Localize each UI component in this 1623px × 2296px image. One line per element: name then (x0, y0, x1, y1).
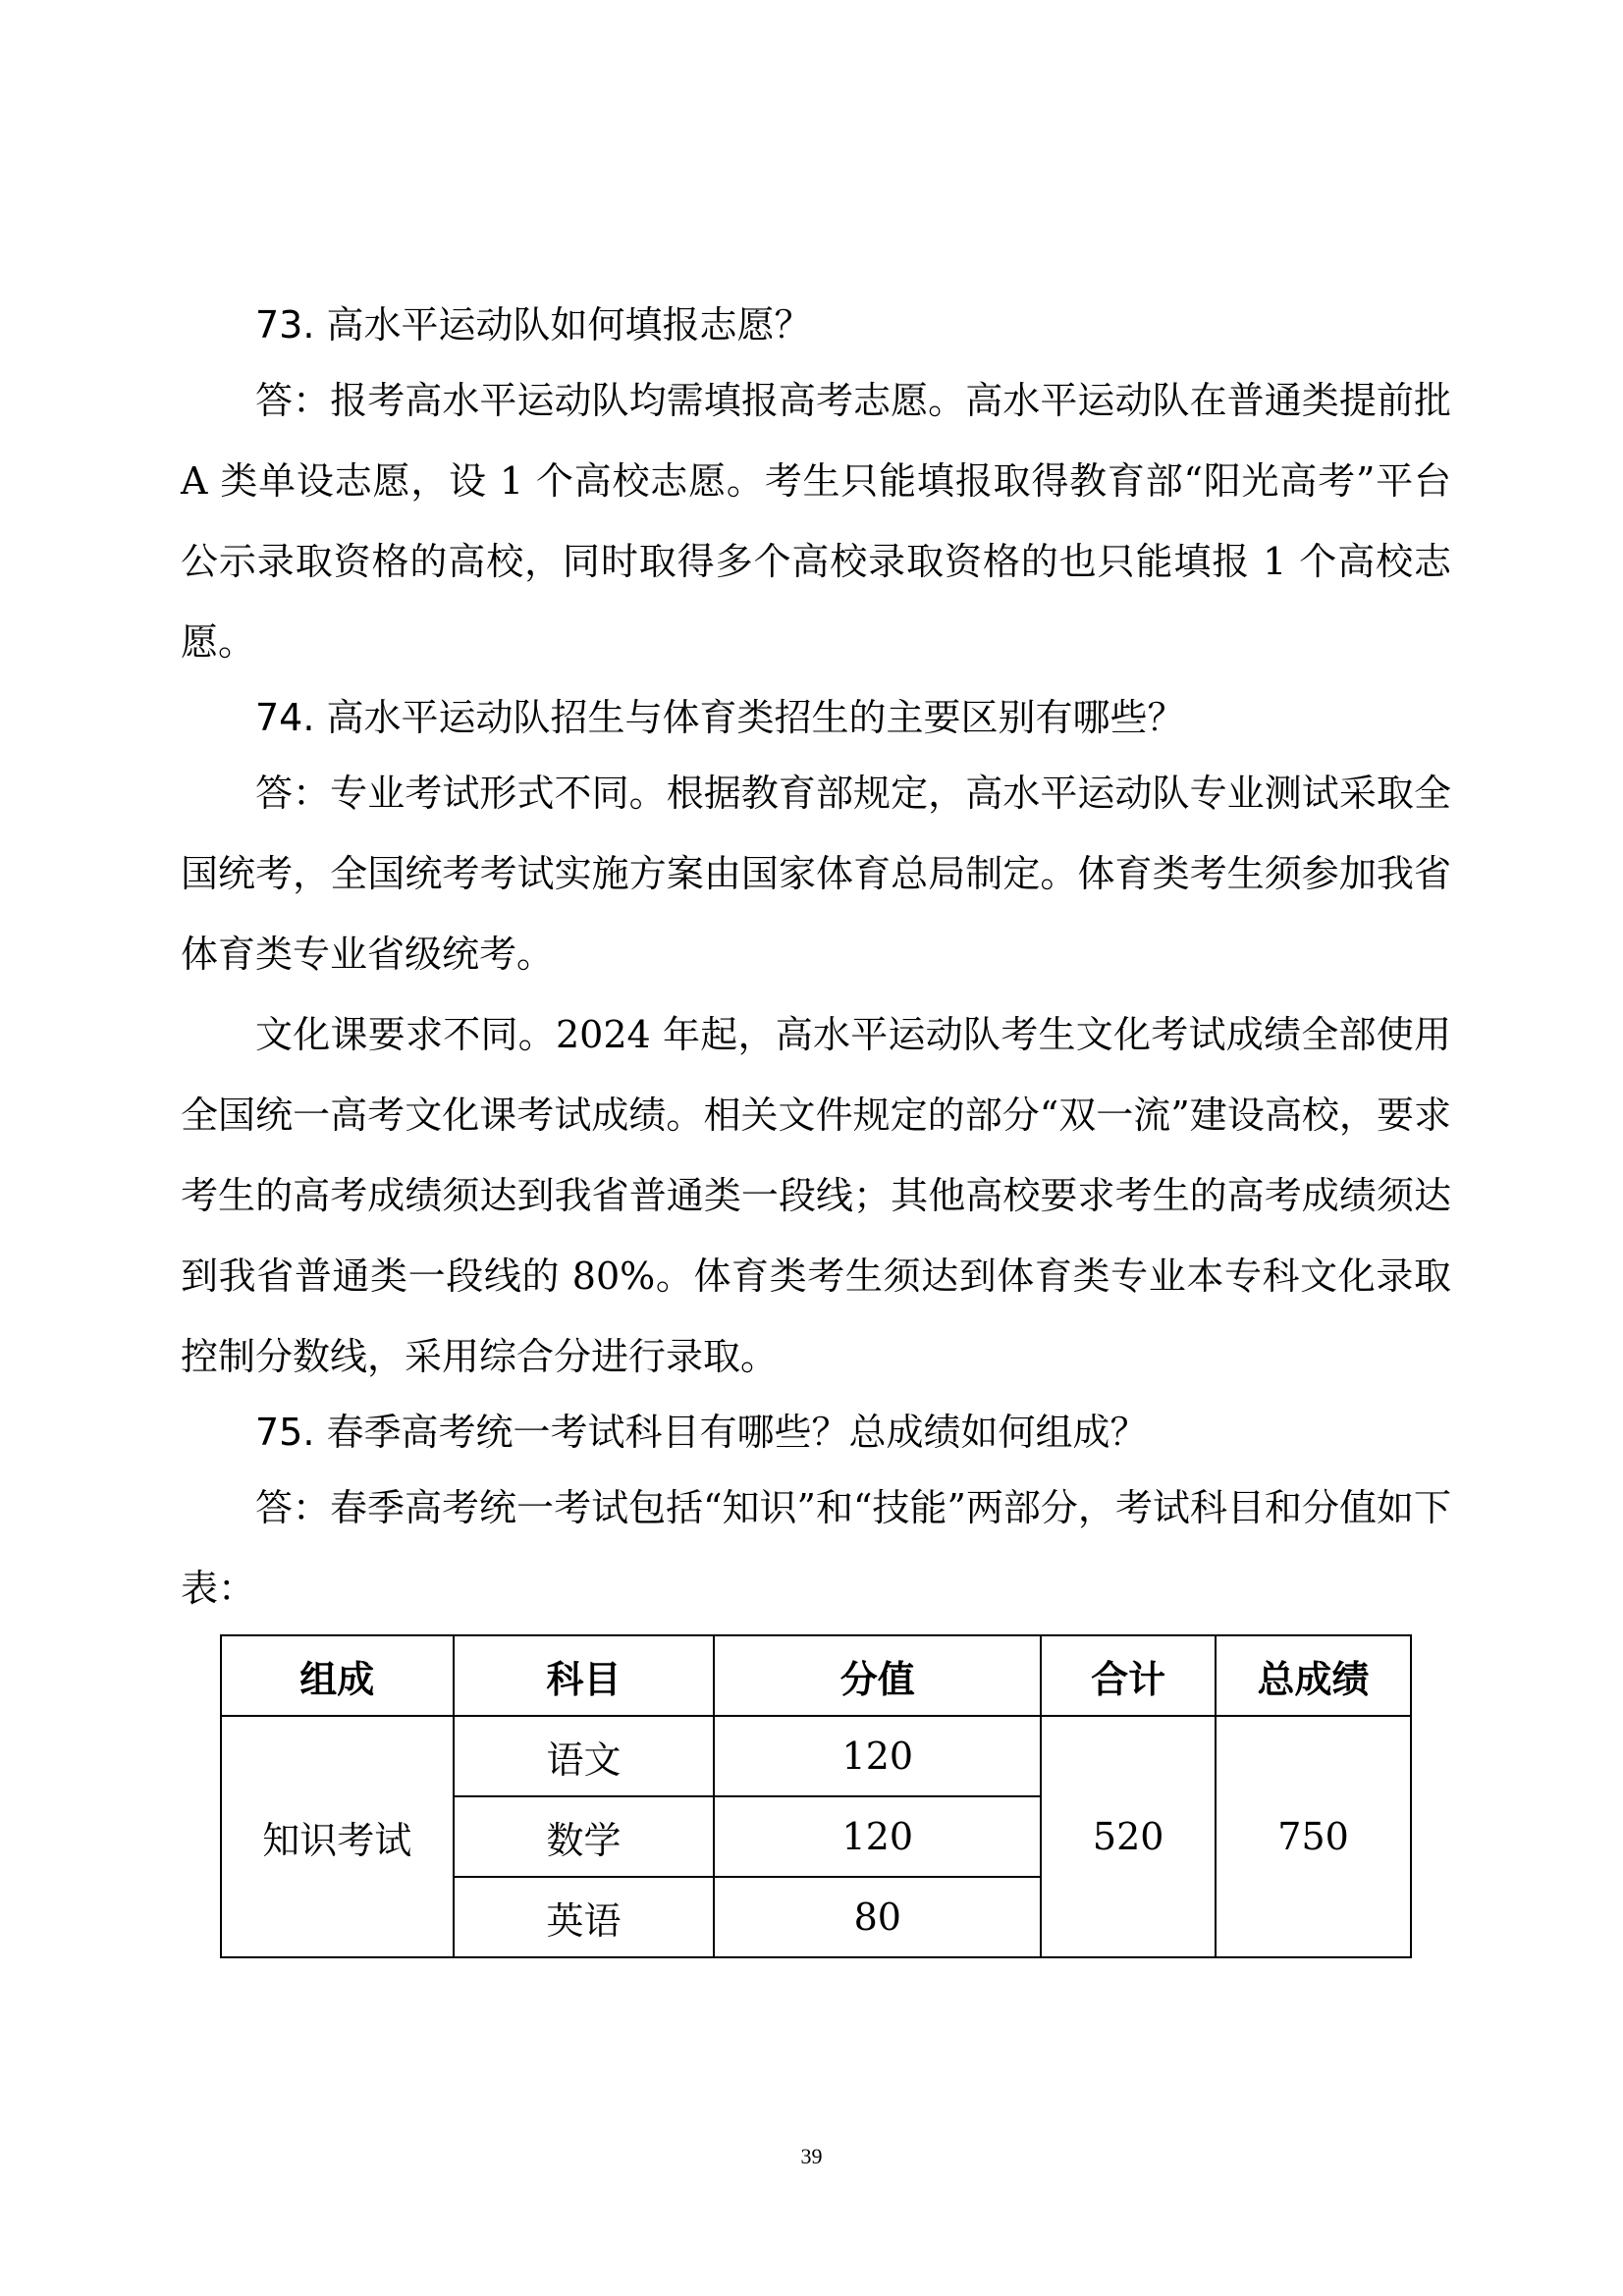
document-body (181, 290, 1451, 1958)
table-row (221, 1716, 1411, 1796)
header-score: 分值 (714, 1635, 1041, 1716)
page-number: 39 (800, 2144, 823, 2168)
header-composition: 组成 (221, 1635, 454, 1716)
answer-75-paragraph: 答：春季高考统一考试包括“知识”和“技能”两部分，考试科目和分值如下表： (181, 1486, 1451, 1610)
question-75: 75. 春季高考统一考试科目有哪些？总成绩如何组成？ (255, 1411, 1148, 1454)
score-cell: 120 (714, 1716, 1041, 1796)
group-cell: 知识考试 (221, 1716, 454, 1957)
subject-cell: 英语 (454, 1877, 715, 1957)
subtotal-cell: 520 (1041, 1716, 1216, 1957)
total-cell: 750 (1216, 1716, 1411, 1957)
answer-74-paragraph-1: 答：专业考试形式不同。根据教育部规定，高水平运动队专业测试采取全国统考，全国统考考试实施方案由国家体育总局制定。体育类考生须参加我省体育类专业省级统考。 (181, 772, 1451, 976)
table-header-row (221, 1635, 1411, 1716)
question-73: 73. 高水平运动队如何填报志愿？ (255, 303, 812, 347)
subject-cell: 数学 (454, 1796, 715, 1877)
header-subtotal: 合计 (1041, 1635, 1216, 1716)
answer-73-paragraph: 答：报考高水平运动队均需填报高考志愿。高水平运动队在普通类提前批 A 类单设志愿，设 1 个高校志愿。考生只能填报取得教育部“阳光高考”平台公示录取资格的高校，同时取得多个高校录取资格的也只能填报 1 个高校志愿。 (181, 379, 1451, 664)
header-total: 总成绩 (1216, 1635, 1411, 1716)
score-table (220, 1634, 1412, 1958)
question-74: 74. 高水平运动队招生与体育类招生的主要区别有哪些？ (255, 696, 1185, 739)
score-cell: 80 (714, 1877, 1041, 1957)
subject-cell: 语文 (454, 1716, 715, 1796)
score-cell: 120 (714, 1796, 1041, 1877)
answer-74-paragraph-2: 文化课要求不同。2024 年起，高水平运动队考生文化考试成绩全部使用全国统一高考文化课考试成绩。相关文件规定的部分“双一流”建设高校，要求考生的高考成绩须达到我省普通类一段线；其他高校要求考生的高考成绩须达到我省普通类一段线的 80%。体育类考生须达到体育类专业本专科文化录取控制分数线，采用综合分进行录取。 (181, 1013, 1451, 1378)
header-subject: 科目 (454, 1635, 715, 1716)
